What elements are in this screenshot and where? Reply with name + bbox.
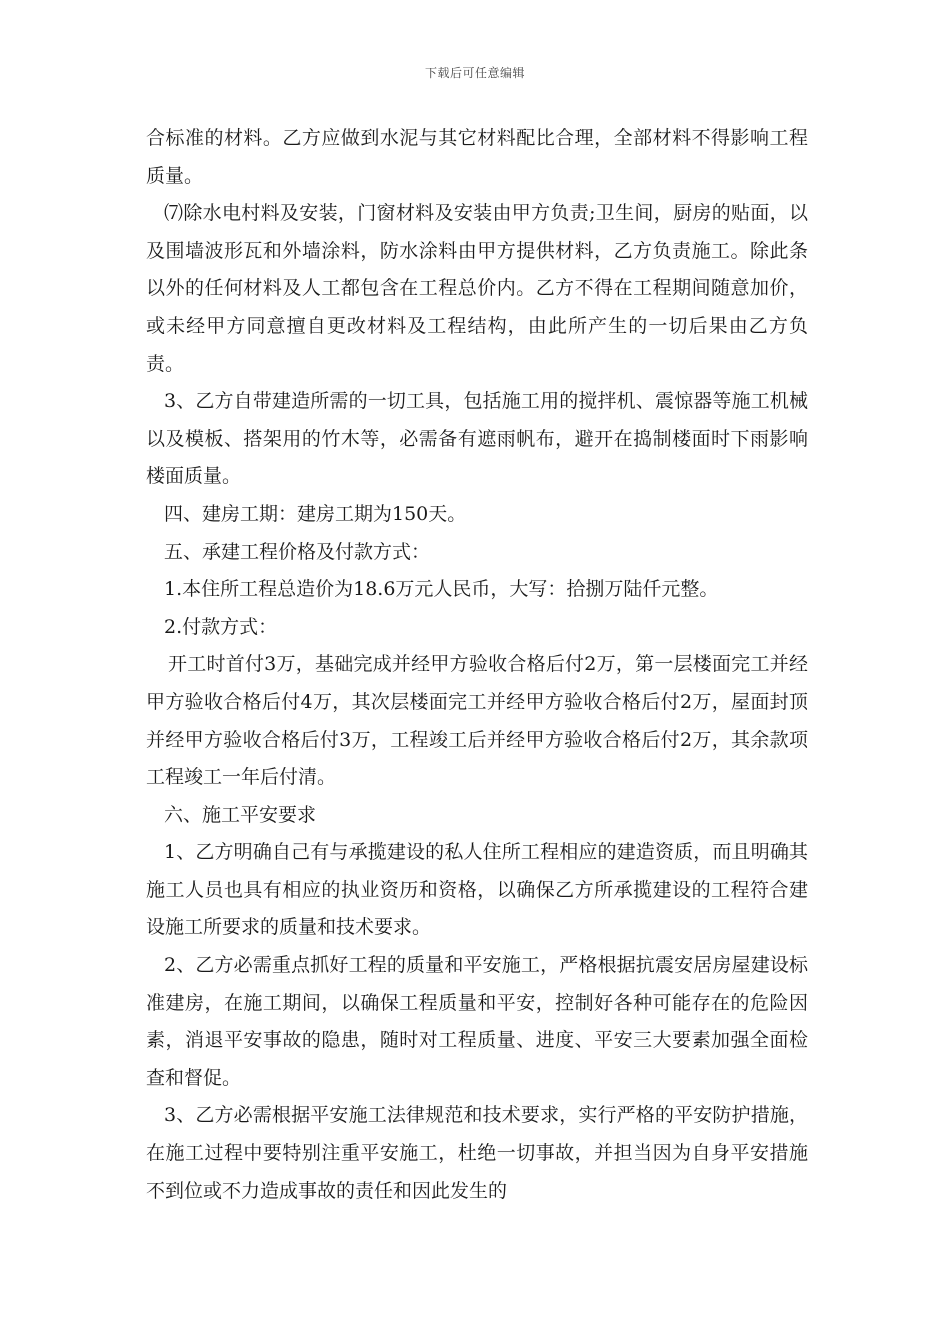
section-heading-safety: 六、施工平安要求: [164, 803, 317, 826]
paragraph-materials-standard: 合标准的材料。乙方应做到水泥与其它材料配比合理，全部材料不得影响工程质量。: [146, 127, 808, 187]
paragraph-total-price: 1.本住所工程总造价为18.6万元人民币，大写：拾捌万陆仟元整。: [164, 578, 719, 601]
paragraph-tools: 3、乙方自带建造所需的一切工具，包括施工用的搅拌机、震惊器等施工机械以及模板、搭架用的竹木等，必需备有遮雨帆布，避开在捣制楼面时下雨影响楼面质量。: [146, 390, 808, 488]
paragraph-safety-3: 3、乙方必需根据平安施工法律规范和技术要求，实行严格的平安防护措施，在施工过程中要特别注重平安施工，杜绝一切事故，并担当因为自身平安措施不到位或不力造成事故的责任和因此发生的: [146, 1104, 808, 1202]
page-header: 下载后可任意编辑: [424, 66, 525, 80]
section-heading-price-payment: 五、承建工程价格及付款方式：: [164, 540, 431, 563]
paragraph-payment-method-label: 2.付款方式：: [164, 615, 278, 638]
document-body: [146, 120, 808, 1210]
paragraph-safety-1: 1、乙方明确自己有与承揽建设的私人住所工程相应的建造资质，而且明确其施工人员也具有相应的执业资历和资格，以确保乙方所承揽建设的工程符合建设施工所要求的质量和技术要求。: [146, 841, 808, 939]
section-heading-construction-period: 四、建房工期：建房工期为150天。: [164, 502, 467, 525]
paragraph-payment-schedule: 开工时首付3万，基础完成并经甲方验收合格后付2万，第一层楼面完工并经甲方验收合格后付4万，其次层楼面完工并经甲方验收合格后付2万，屋面封顶并经甲方验收合格后付3万，工程竣工后并经甲方验收合格后付2万，其余款项工程竣工一年后付清。: [146, 653, 808, 789]
paragraph-item-7: ⑺除水电村料及安装，门窗材料及安装由甲方负责;卫生间，厨房的贴面，以及围墙波形瓦和外墙涂料，防水涂料由甲方提供材料，乙方负责施工。除此条以外的任何材料及人工都包含在工程总价内。乙方不得在工程期间随意加价，或未经甲方同意擅自更改材料及工程结构，由此所产生的一切后果由乙方负责。: [146, 202, 808, 375]
paragraph-safety-2: 2、乙方必需重点抓好工程的质量和平安施工，严格根据抗震安居房屋建设标准建房，在施工期间，以确保工程质量和平安，控制好各种可能存在的危险因素，消退平安事故的隐患，随时对工程质量、进度、平安三大要素加强全面检查和督促。: [146, 954, 808, 1089]
